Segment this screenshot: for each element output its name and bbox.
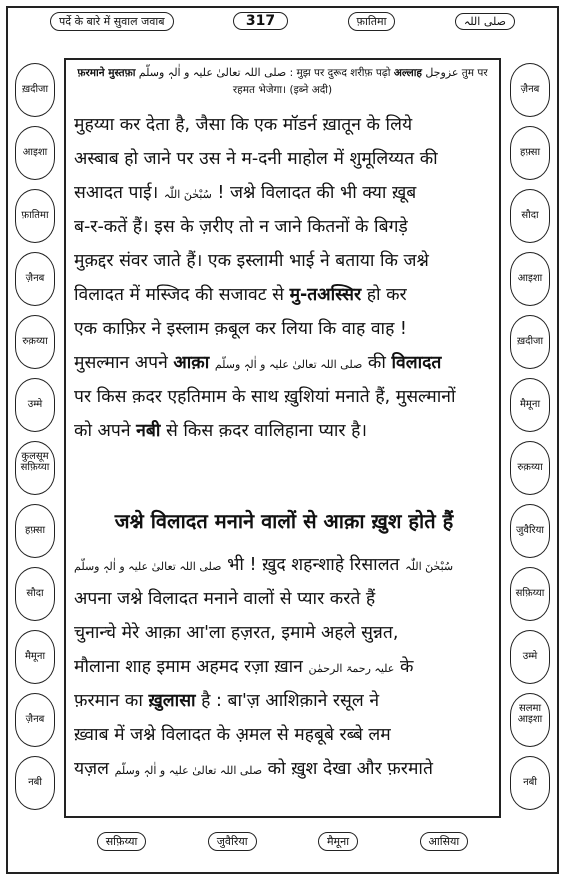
border-medallion <box>507 186 553 246</box>
text-span: को ख़ुश देखा और फ़रमाते <box>267 759 433 779</box>
border-medallion <box>507 438 553 498</box>
text-span: मौलाना शाह इमाम अहमद रज़ा ख़ान <box>74 657 303 677</box>
text-line: मुहय्या कर देता है, जैसा कि एक मॉडर्न ख़ातून के लिये <box>74 115 413 135</box>
footer-ornaments <box>66 828 499 854</box>
border-medallion <box>12 375 58 462</box>
medallion-label: रुक़य्या <box>510 441 550 495</box>
medallion-label: जुवैरिया <box>510 504 550 558</box>
page-header <box>50 10 515 32</box>
footer-badge: मैमूना <box>318 832 358 851</box>
border-medallion <box>507 60 553 120</box>
text-span: की <box>367 353 386 373</box>
farmane-allah: अल्लाह <box>393 67 422 79</box>
medallion-label: फ़ातिमा <box>15 189 55 243</box>
farmane-text-after: तुम पर रहमत भेजेगा। <box>232 67 488 96</box>
border-medallion <box>12 123 58 183</box>
text-span: हो कर <box>366 285 407 305</box>
text-span: ! ख़ुद शहन्शाहे रिसालत <box>249 555 400 575</box>
text-line: ब-र-कतें हैं। इस के ज़रीए तो न जाने कितनों के बिगड़े <box>74 217 408 237</box>
border-medallion <box>12 60 58 120</box>
text-span: भी <box>227 555 244 575</box>
text-span: के <box>399 657 414 677</box>
medallion-label: नबी <box>510 756 550 810</box>
text-span: ! जश्ने विलादत की भी क्या ख़ूब <box>217 183 417 203</box>
paragraph-2 <box>74 548 494 786</box>
text-line: एक काफ़िर ने इस्लाम क़बूल कर लिया कि वाह वाह ! <box>74 319 407 339</box>
header-name-badge: फ़ातिमा <box>348 12 396 31</box>
bold-term: मु-तअस्सिर <box>289 285 362 305</box>
border-medallion <box>12 564 58 624</box>
paragraph-1 <box>74 108 494 448</box>
salutation-arabic: صلی اللہ تعالیٰ علیہ و اٰلہٖ وسلّم <box>138 66 287 79</box>
text-span: मुसल्मान अपने <box>74 353 168 373</box>
section-heading: जश्ने विलादत मनाने वालों से आक़ा ख़ुश होते हैं <box>114 509 454 533</box>
text-line: अस्बाब हो जाने पर उस ने म-दनी माहोल में शुमूलिय्यत की <box>74 149 438 169</box>
medallion-label: आइशा <box>15 126 55 180</box>
medallion-label: मैमूना <box>510 378 550 432</box>
text-line <box>74 346 494 380</box>
medallion-label: नबी <box>15 756 55 810</box>
border-medallion <box>12 753 58 813</box>
text-line <box>74 278 494 312</box>
text-span: को अपने <box>74 421 131 441</box>
border-medallion <box>507 312 553 372</box>
border-medallion <box>507 627 553 714</box>
medallion-label: उम्मे कुलसूम <box>15 378 55 432</box>
medallion-label: हफ़्सा <box>15 504 55 558</box>
text-line: ख़्वाब में जश्ने विलादत के अ़मल से महबूबे रब्बे लम <box>74 725 391 745</box>
medallion-label: ज़ैनब <box>510 63 550 117</box>
farmane-source: (इब्ने अदी) <box>289 84 333 96</box>
salutation-arabic: صلی اللہ تعالیٰ علیہ و اٰلہٖ وسلّم <box>214 358 363 371</box>
text-span: फ़रमान का <box>74 691 143 711</box>
subhanallah-arabic: سُبْحٰنَ اللّٰہ <box>405 560 454 573</box>
text-line <box>74 752 494 786</box>
border-medallion <box>12 249 58 309</box>
bold-term: नबी <box>136 421 161 441</box>
border-medallion <box>507 564 553 624</box>
text-line: पर किस क़दर एहतिमाम के साथ ख़ुशियां मनाते हैं, मुसल्मानों <box>74 387 456 407</box>
footer-badge: आसिया <box>420 832 469 851</box>
text-line: चुनान्चे मेरे आक़ा आ'ला हज़रत, इमामे अहले सुन्नत, <box>74 623 399 643</box>
border-medallion <box>12 690 58 750</box>
text-span: सआदत पाई। <box>74 183 159 203</box>
medallion-label: सफ़िय्या <box>15 441 55 495</box>
farmane-arabic-allah: عزوجل <box>425 66 459 79</box>
medallion-label: उम्मे सलमा <box>510 630 550 684</box>
text-line <box>74 650 494 684</box>
text-line <box>74 684 494 718</box>
border-medallion <box>507 375 553 435</box>
medallion-label: ज़ैनब <box>15 252 55 306</box>
border-medallion <box>12 501 58 561</box>
subhanallah-arabic: سُبْحٰنَ اللّٰہ <box>163 188 212 201</box>
farmane-text-before: : मुझ पर दुरूद शरीफ़ पढ़ो <box>289 67 391 79</box>
border-medallion <box>12 627 58 687</box>
medallion-label: ख़दीजा <box>15 63 55 117</box>
book-title: पर्दे के बारे में सुवाल जवाब <box>50 12 174 31</box>
footer-badge: सफ़िय्या <box>97 832 147 851</box>
medallion-label: आइशा <box>510 693 550 747</box>
border-medallion <box>507 690 553 750</box>
medallion-label: रुक़य्या <box>15 315 55 369</box>
border-medallion <box>12 186 58 246</box>
text-line <box>74 414 494 448</box>
border-medallion <box>507 249 553 309</box>
border-medallion <box>507 501 553 561</box>
border-medallion <box>507 123 553 183</box>
border-medallion <box>12 312 58 372</box>
medallion-label: हफ़्सा <box>510 126 550 180</box>
medallion-label: सौदा <box>510 189 550 243</box>
text-span: है : बा'ज़ आशिक़ाने रसूल ने <box>201 691 380 711</box>
text-span: से किस क़दर वालिहाना प्यार है। <box>165 421 368 441</box>
text-span: यज़ल <box>74 759 109 779</box>
medallion-label: ख़दीजा <box>510 315 550 369</box>
medallion-label: मैमूना <box>15 630 55 684</box>
medallion-label: सौदा <box>15 567 55 621</box>
text-line: अपना जश्ने विलादत मनाने वालों से प्यार करते हैं <box>74 589 376 609</box>
bold-term: ख़ुलासा <box>148 691 196 711</box>
border-medallion <box>12 438 58 498</box>
footer-badge: जुवैरिया <box>208 832 257 851</box>
bold-term: आक़ा <box>173 353 210 373</box>
rahmatullah-arabic: علیہ رحمۃ الرحمٰن <box>308 662 395 675</box>
salutation-arabic: صلی اللہ تعالیٰ علیہ و اٰلہٖ وسلّم <box>114 764 263 777</box>
page-number: 317 <box>233 12 288 30</box>
border-medallion <box>507 753 553 813</box>
farmane-label: फ़रमाने मुस्तफ़ा <box>77 67 136 79</box>
medallion-label: ज़ैनब <box>15 693 55 747</box>
medallion-label: सफ़िय्या <box>510 567 550 621</box>
medallion-label: आइशा <box>510 252 550 306</box>
text-line: मुक़द्दर संवर जाते हैं। एक इस्लामी भाई ने बताया कि जश्ने <box>74 251 429 271</box>
text-span: विलादत में मस्जिद की सजावट से <box>74 285 284 305</box>
text-line <box>74 176 494 210</box>
header-seal: صلی اللہ <box>455 13 515 30</box>
salutation-arabic: صلی اللہ تعالیٰ علیہ و اٰلہٖ وسلّم <box>74 560 222 573</box>
farmane-mustafa-banner <box>66 64 499 102</box>
text-line <box>74 548 494 582</box>
bold-term: विलादत <box>391 353 442 373</box>
